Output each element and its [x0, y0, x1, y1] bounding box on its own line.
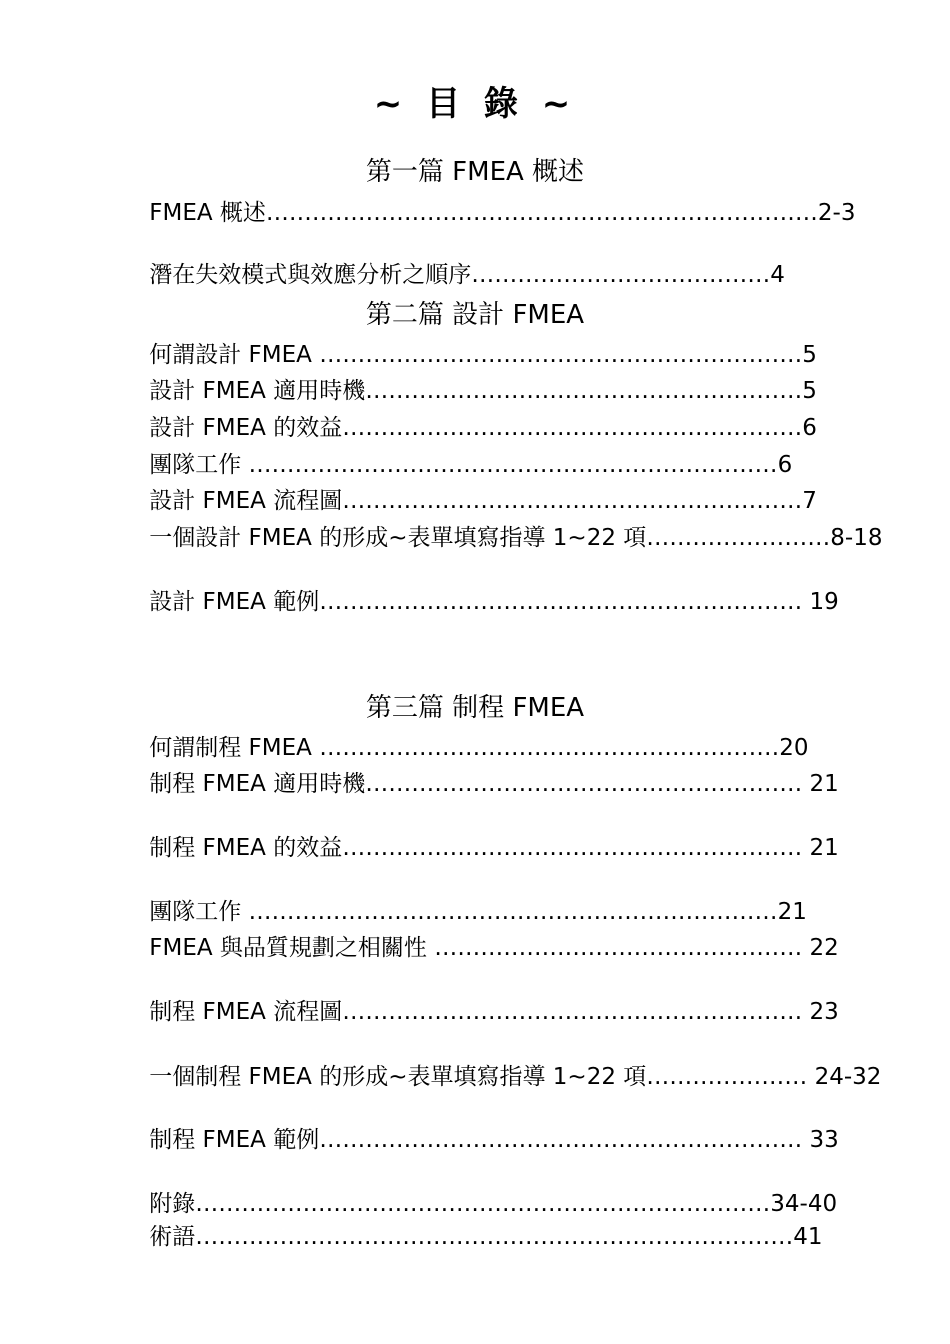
toc-leader-dots: ……………………………………………………………… [265, 200, 818, 226]
section-heading: 第一篇 FMEA 概述 [365, 157, 585, 187]
toc-entry [120, 342, 895, 369]
toc-leader-dots: …………………………………………………………… [241, 899, 778, 925]
toc-page-number: 21 [809, 835, 839, 861]
toc-page-number: 21 [809, 771, 839, 797]
toc-leader-dots: …………………………………………………………… [241, 452, 778, 478]
toc-entry-label: 一個制程 FMEA 的形成~表單填寫指導 1~22 項 [149, 1064, 647, 1090]
toc-entry [120, 899, 895, 926]
toc-page-number: 5 [802, 342, 817, 368]
toc-page-number: 23 [809, 999, 839, 1025]
toc-leader-dots: ………………………………… [471, 262, 771, 288]
toc-page-number: 33 [809, 1127, 839, 1153]
toc-leader-dots: ………………………………………………………………… [195, 1191, 771, 1217]
toc-page-number: 6 [802, 415, 817, 441]
toc-entry [120, 200, 895, 227]
toc-leader-dots: …………………………………………………… [342, 488, 803, 514]
toc-entry [120, 1127, 895, 1154]
toc-entry-label: 團隊工作 [149, 899, 242, 925]
toc-entry-label: 團隊工作 [149, 452, 242, 478]
toc-entry-label: FMEA 概述 [149, 200, 266, 226]
toc-entry-label: 制程 FMEA 範例 [149, 1127, 320, 1153]
toc-leader-dots: …………………………………………………… [342, 415, 803, 441]
toc-entry [120, 262, 895, 289]
toc-entry [120, 771, 895, 798]
toc-entry [120, 835, 895, 862]
toc-entry [120, 935, 895, 962]
toc-entry [120, 525, 895, 552]
toc-entry-label: 術語 [149, 1224, 196, 1250]
toc-page-number: 5 [802, 378, 817, 404]
toc-leader-dots: …………………… [646, 525, 831, 551]
toc-entry [120, 452, 895, 479]
page-title: ~ 目 錄 ~ [373, 84, 577, 124]
toc-leader-dots: …………………………………………………… [311, 735, 780, 761]
toc-leader-dots: …………………………………………………………………… [195, 1224, 794, 1250]
toc-entry [120, 1064, 895, 1091]
toc-page-number: 4 [770, 262, 785, 288]
toc-leader-dots: …………………………………………………… [342, 835, 810, 861]
section-heading: 第二篇 設計 FMEA [365, 300, 585, 330]
toc-page-number: 19 [809, 589, 839, 615]
toc-entry-label: 設計 FMEA 流程圖 [149, 488, 343, 514]
toc-entry-label: 設計 FMEA 的效益 [149, 415, 343, 441]
toc-entry [120, 589, 895, 616]
toc-entry-label: 何謂制程 FMEA [149, 735, 312, 761]
toc-entry [120, 488, 895, 515]
toc-leader-dots: …………………………………………………… [342, 999, 810, 1025]
toc-leader-dots: ………………………………………… [426, 935, 810, 961]
toc-leader-dots: ………………………………………………… [365, 771, 810, 797]
toc-leader-dots: ………………………………………………… [365, 378, 803, 404]
toc-entry [120, 1224, 895, 1251]
toc-entry [120, 1191, 895, 1218]
toc-leader-dots: ……………………………………………………… [319, 1127, 810, 1153]
toc-entry-label: 制程 FMEA 流程圖 [149, 999, 343, 1025]
toc-page-number: 24-32 [814, 1064, 882, 1090]
toc-leader-dots: ………………… [646, 1064, 815, 1090]
section-heading: 第三篇 制程 FMEA [365, 693, 585, 723]
toc-entry [120, 415, 895, 442]
toc-entry-label: 制程 FMEA 的效益 [149, 835, 343, 861]
toc-entry-label: 設計 FMEA 範例 [149, 589, 320, 615]
toc-page-number: 6 [777, 452, 793, 478]
toc-entry-label: 何謂設計 FMEA [149, 342, 312, 368]
toc-leader-dots: ……………………………………………………… [311, 342, 803, 368]
toc-leader-dots: ……………………………………………………… [319, 589, 810, 615]
toc-entry-label: FMEA 與品質規劃之相關性 [149, 935, 427, 961]
toc-entry-label: 制程 FMEA 適用時機 [149, 771, 366, 797]
toc-entry-label: 一個設計 FMEA 的形成~表單填寫指導 1~22 項 [149, 525, 647, 551]
toc-entry [120, 378, 895, 405]
toc-entry [120, 735, 895, 762]
toc-entry-label: 附錄 [149, 1191, 196, 1217]
toc-page-number: 7 [802, 488, 817, 514]
toc-page-number: 21 [777, 899, 807, 925]
toc-page-number: 41 [793, 1224, 823, 1250]
toc-entry [120, 999, 895, 1026]
toc-page-number: 2-3 [817, 200, 856, 226]
toc-page-number: 8-18 [830, 525, 883, 551]
toc-page-number: 34-40 [770, 1191, 838, 1217]
toc-page-number: 20 [779, 735, 809, 761]
toc-entry-label: 設計 FMEA 適用時機 [149, 378, 366, 404]
toc-page-number: 22 [809, 935, 839, 961]
toc-entry-label: 潛在失效模式與效應分析之順序 [149, 262, 472, 288]
